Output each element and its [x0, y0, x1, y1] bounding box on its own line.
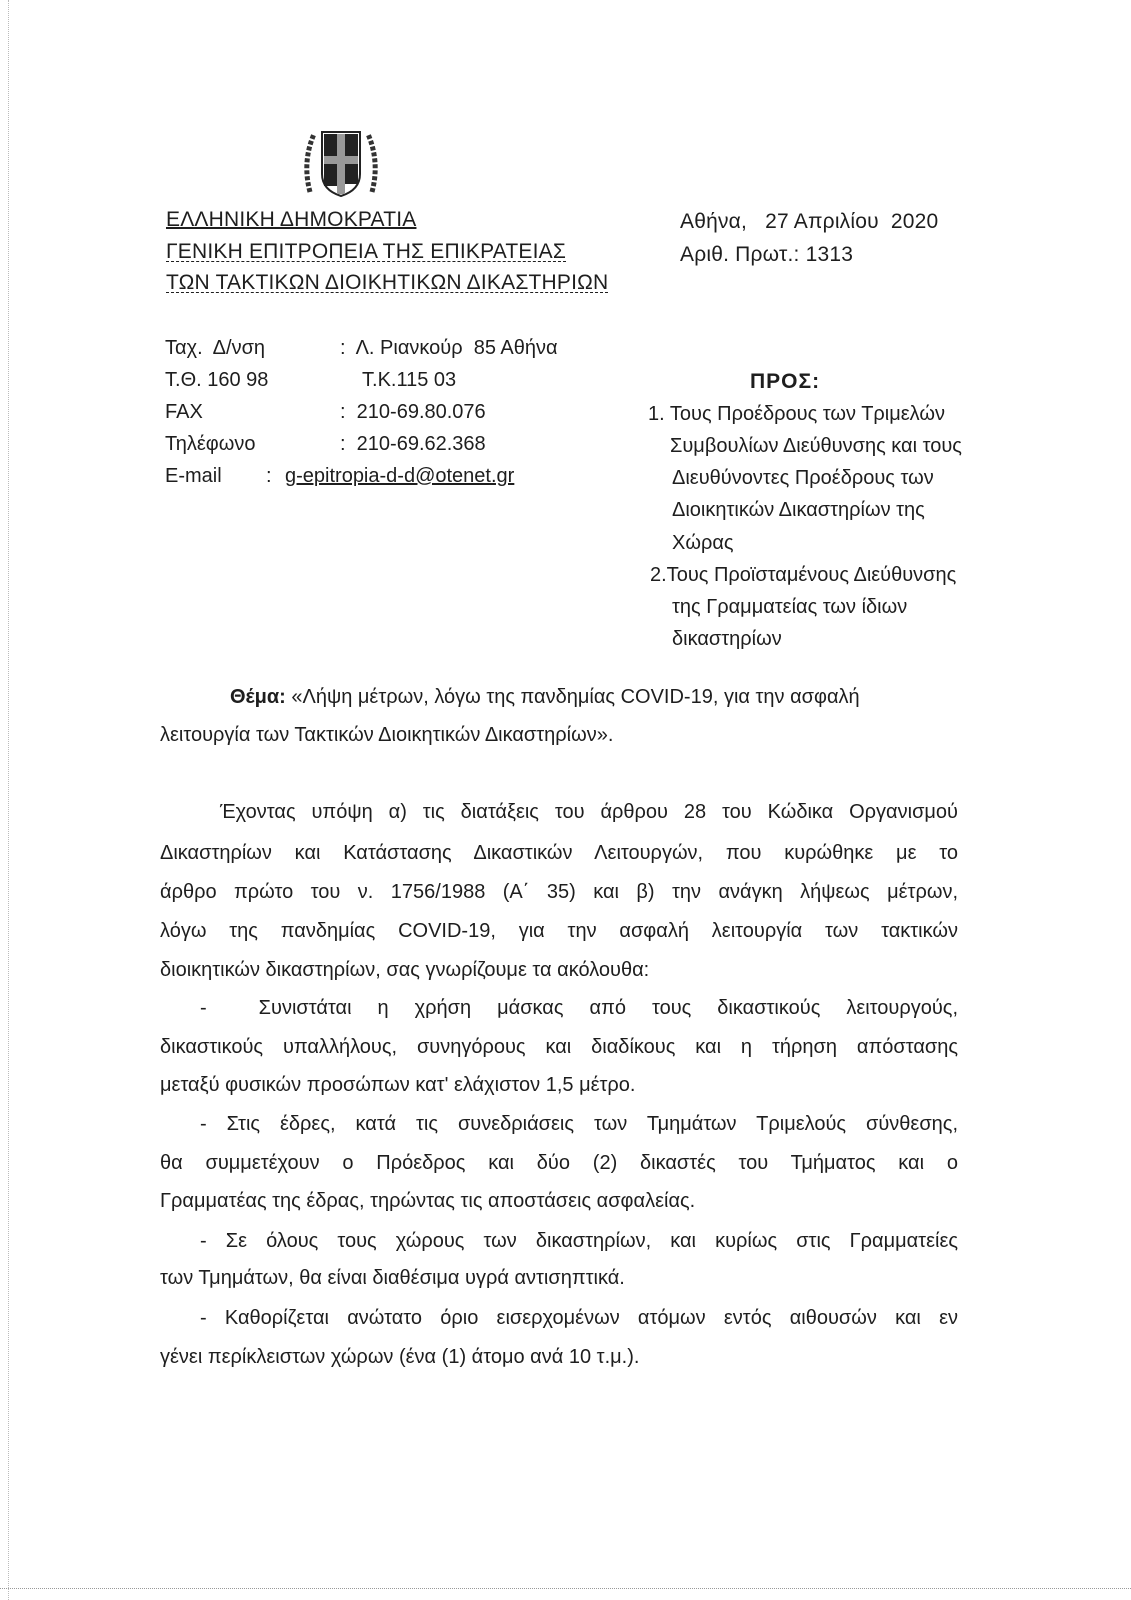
coat-of-arms-icon: [300, 122, 382, 202]
recipient-line: της Γραμματείας των ίδιων: [672, 596, 908, 618]
recipient-line: Διευθύνοντες Προέδρους των: [672, 467, 934, 489]
body-line: θα συμμετέχουν ο Πρόεδρος και δύο (2) δικαστές του Τμήματος και ο: [160, 1152, 958, 1174]
recipient-line: 1. Τους Προέδρους των Τριμελών: [648, 403, 945, 425]
subject-text: λειτουργία των Τακτικών Διοικητικών Δικαστηρίων».: [160, 724, 614, 746]
recipients-title: ΠΡΟΣ:: [750, 370, 821, 393]
postal-code: Τ.Κ.115 03: [362, 369, 457, 391]
recipient-line: Συμβουλίων Διεύθυνσης και τους: [670, 435, 962, 457]
address-value: : Λ. Ριανκούρ 85 Αθήνα: [340, 337, 558, 359]
org-name: ΕΛΛΗΝΙΚΗ ΔΗΜΟΚΡΑΤΙΑ: [166, 208, 417, 231]
body-line: Έχοντας υπόψη α) τις διατάξεις του άρθρου 28 του Κώδικα Οργανισμού: [220, 801, 958, 823]
recipient-line: Διοικητικών Δικαστηρίων της: [672, 499, 925, 521]
po-box-label: Τ.Θ. 160 98: [165, 369, 269, 391]
subject-label: Θέμα:: [230, 686, 286, 708]
email-separator: :: [266, 465, 272, 487]
body-line: των Τμημάτων, θα είναι διαθέσιμα υγρά αντισηπτικά.: [160, 1267, 625, 1289]
email-label: E-mail: [165, 465, 222, 487]
org-subtitle: ΤΩΝ ΤΑΚΤΙΚΩΝ ΔΙΟΙΚΗΤΙΚΩΝ ΔΙΚΑΣΤΗΡΙΩΝ: [166, 271, 609, 294]
document-date: Αθήνα, 27 Απριλίου 2020: [680, 210, 939, 233]
fax-label: FAX: [165, 401, 203, 423]
body-line: λόγω της πανδημίας COVID-19, για την ασφαλή λειτουργία των τακτικών: [160, 920, 958, 942]
recipient-line: δικαστηρίων: [672, 628, 782, 650]
address-label: Ταχ. Δ/νση: [165, 337, 266, 359]
email-link[interactable]: g-epitropia-d-d@otenet.gr: [285, 465, 515, 487]
fax-value: : 210-69.80.076: [340, 401, 486, 423]
org-subtitle: ΓΕΝΙΚΗ ΕΠΙΤΡΟΠΕΙΑ ΤΗΣ ΕΠΙΚΡΑΤΕΙΑΣ: [166, 240, 567, 263]
protocol-number: Αριθ. Πρωτ.: 1313: [680, 243, 854, 266]
phone-value: : 210-69.62.368: [340, 433, 486, 455]
body-line: γένει περίκλειστων χώρων (ένα (1) άτομο ανά 10 τ.μ.).: [160, 1346, 640, 1368]
body-line: δικαστικούς υπαλλήλους, συνηγόρους και διαδίκους και η τήρηση απόστασης: [160, 1036, 958, 1058]
recipient-line: 2.Τους Προϊσταμένους Διεύθυνσης: [650, 564, 957, 586]
recipient-line: Χώρας: [672, 532, 734, 554]
body-line: διοικητικών δικαστηρίων, σας γνωρίζουμε τα ακόλουθα:: [160, 959, 650, 981]
bullet-line: - Στις έδρες, κατά τις συνεδριάσεις των Τμημάτων Τριμελούς σύνθεσης,: [200, 1113, 958, 1135]
body-line: άρθρο πρώτο του ν. 1756/1988 (Α΄ 35) και β) την ανάγκη λήψεως μέτρων,: [160, 881, 958, 903]
body-line: μεταξύ φυσικών προσώπων κατ' ελάχιστον 1,5 μέτρο.: [160, 1074, 636, 1096]
body-line: Δικαστηρίων και Κατάστασης Δικαστικών Λειτουργών, που κυρώθηκε με το: [160, 842, 958, 864]
bullet-line: - Σε όλους τους χώρους των δικαστηρίων, και κυρίως στις Γραμματείες: [200, 1230, 958, 1252]
scan-footer-line: [0, 1588, 1131, 1589]
bullet-line: - Συνιστάται η χρήση μάσκας από τους δικαστικούς λειτουργούς,: [200, 997, 958, 1019]
scan-edge: [0, 0, 9, 1600]
body-line: Γραμματέας της έδρας, τηρώντας τις αποστάσεις ασφαλείας.: [160, 1190, 696, 1212]
subject-text: «Λήψη μέτρων, λόγω της πανδημίας COVID-19, για την ασφαλή: [285, 686, 860, 708]
bullet-line: - Καθορίζεται ανώτατο όριο εισερχομένων ατόμων εντός αιθουσών και εν: [200, 1307, 958, 1329]
phone-label: Τηλέφωνο: [165, 433, 256, 455]
